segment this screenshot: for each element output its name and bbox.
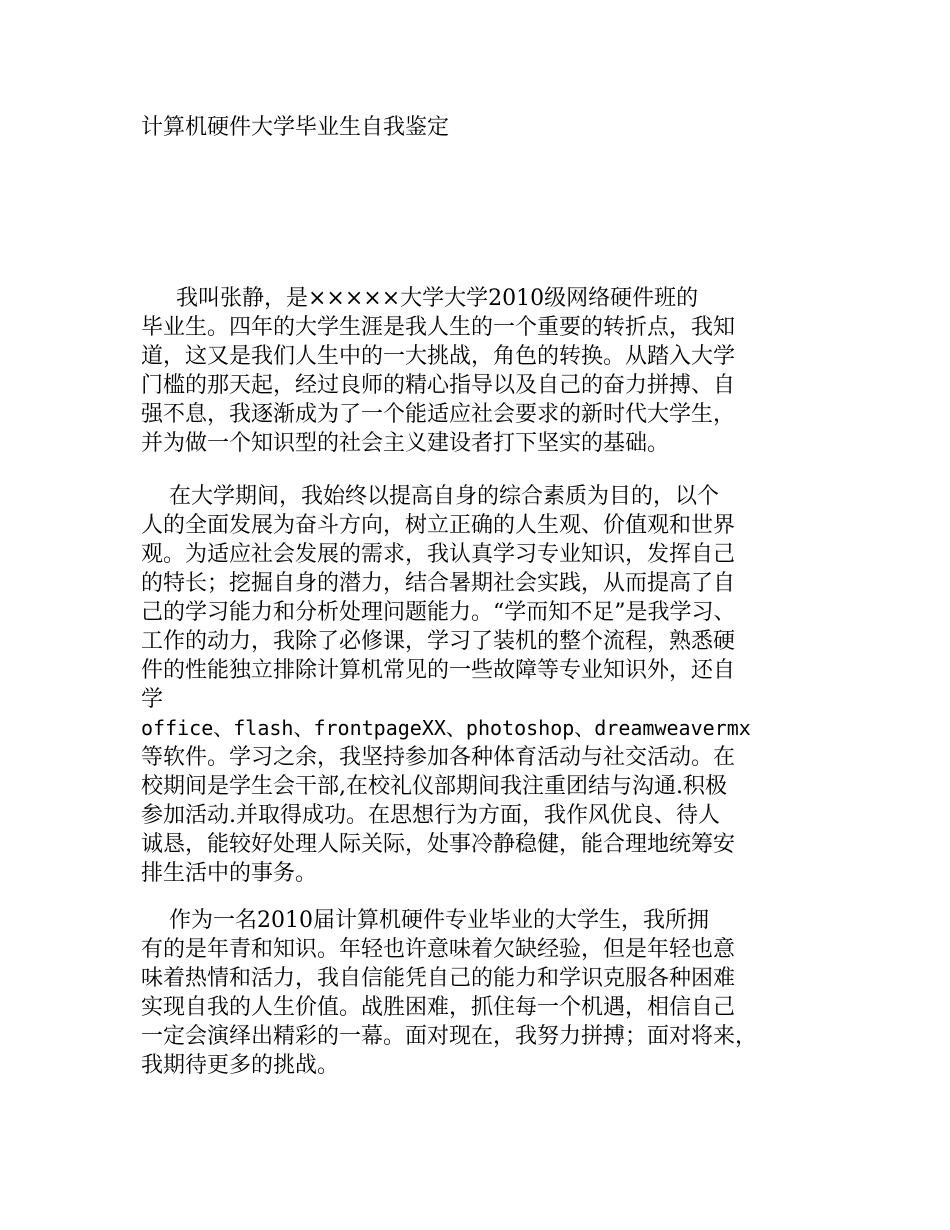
paragraph-line: 道，这又是我们人生中的一大挑战，角色的转换。从踏入大学	[141, 344, 736, 369]
paragraph-line: 味着热情和活力，我自信能凭自己的能力和学识克服各种困难	[141, 966, 736, 991]
paragraph-line: 一定会演绎出精彩的一幕。面对现在，我努力拼搏；面对将来，	[141, 1024, 758, 1049]
paragraph-line: 诚恳，能较好处理人际关际，处事冷静稳健，能合理地统筹安	[141, 832, 736, 857]
paragraph-line: 人的全面发展为奋斗方向，树立正确的人生观、价值观和世界	[141, 513, 736, 538]
paragraph-line: 强不息，我逐渐成为了一个能适应社会要求的新时代大学生，	[141, 402, 736, 427]
paragraph-line: 门槛的那天起，经过良师的精心指导以及自己的奋力拼搏、自	[141, 373, 736, 398]
paragraph-line: 件的性能独立排除计算机常见的一些故障等专业知识外，还自	[141, 658, 736, 683]
paragraph-line: 等软件。学习之余，我坚持参加各种体育活动与社交活动。在	[141, 745, 736, 770]
paragraph-line: 我期待更多的挑战。	[141, 1053, 340, 1078]
paragraph-line: 工作的动力，我除了必修课，学习了装机的整个流程，熟悉硬	[141, 629, 736, 654]
document-title: 计算机硬件大学毕业生自我鉴定	[141, 115, 450, 140]
paragraph-line: 己的学习能力和分析处理问题能力。“学而知不足”是我学习、	[141, 600, 736, 625]
paragraph-line: office、flash、frontpageXX、photoshop、dreamweavermx	[141, 716, 751, 740]
paragraph-line: 观。为适应社会发展的需求，我认真学习专业知识，发挥自己	[141, 542, 736, 567]
paragraph-line: 参加活动.并取得成功。在思想行为方面，我作风优良、待人	[141, 803, 720, 828]
paragraph-line: 实现自我的人生价值。战胜困难，抓住每一个机遇，相信自己	[141, 995, 736, 1020]
paragraph-line: 毕业生。四年的大学生涯是我人生的一个重要的转折点，我知	[141, 315, 736, 340]
paragraph-line: 的特长；挖掘自身的潜力，结合暑期社会实践，从而提高了自	[141, 571, 736, 596]
paragraph-line: 我叫张静，是×××××大学大学2010级网络硬件班的	[141, 286, 699, 311]
paragraph-line: 有的是年青和知识。年轻也许意味着欠缺经验，但是年轻也意	[141, 937, 736, 962]
paragraph-line: 作为一名2010届计算机硬件专业毕业的大学生，我所拥	[141, 908, 709, 933]
paragraph-line: 校期间是学生会干部,在校礼仪部期间我注重团结与沟通.积极	[141, 774, 727, 799]
paragraph-line: 排生活中的事务。	[141, 861, 318, 886]
paragraph-line: 在大学期间，我始终以提高自身的综合素质为目的，以个	[141, 484, 719, 509]
paragraph-conclusion	[141, 906, 831, 1080]
paragraph-line: 并为做一个知识型的社会主义建设者打下坚实的基础。	[141, 431, 670, 456]
paragraph-introduction	[141, 284, 831, 458]
paragraph-line: 学	[141, 687, 164, 712]
paragraph-university-period	[141, 482, 831, 888]
